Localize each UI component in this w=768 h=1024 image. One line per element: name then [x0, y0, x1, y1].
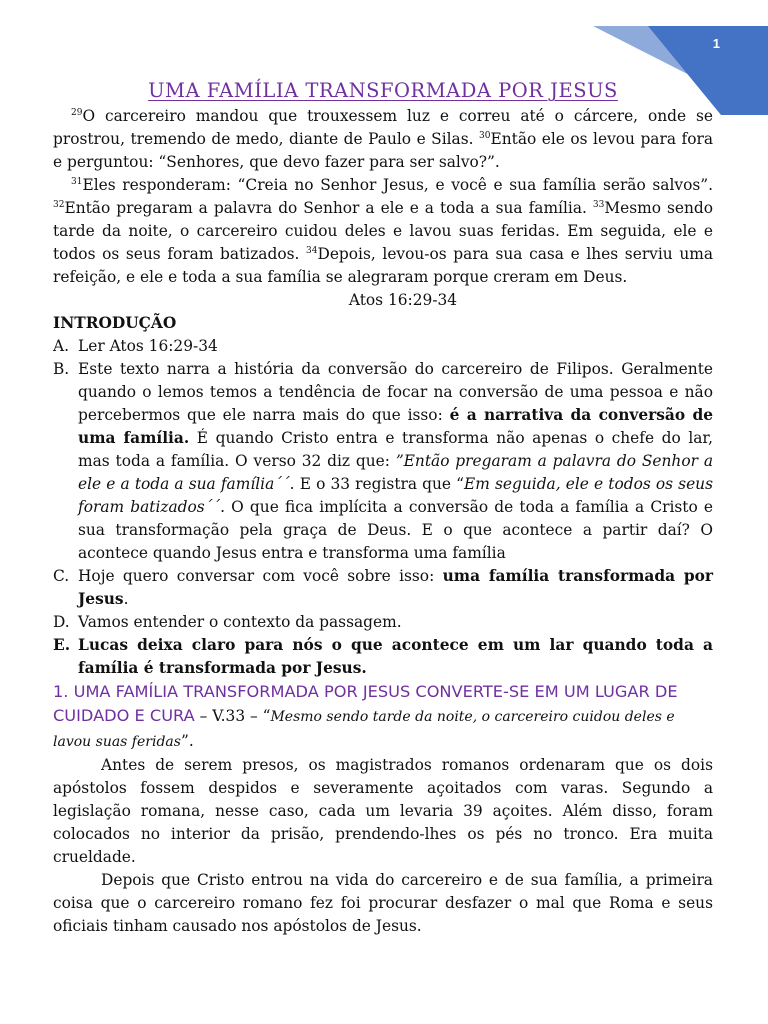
verse-number: 33 — [592, 199, 605, 210]
section-1-paragraph-1: Antes de serem presos, os magistrados romanos ordenaram que os dois apóstolos fossem despidos e severamente açoitados com varas. Segundo a legislação romana, nesse caso, cada um levaria 39 açoites. Além disso, foram colocados no interior da prisão, prendendo-lhes os pés no tronco. Era muita crueldade. — [53, 756, 713, 866]
section-1-title: 1. UMA FAMÍLIA TRANSFORMADA POR JESUS CONVERTE-SE EM UM LUGAR DE CUIDADO E CURA — [53, 682, 678, 725]
outline-text: Vamos entender o contexto da passagem. — [78, 613, 402, 631]
verse-text: Então pregaram a palavra do Senhor a ele e a toda a sua família. — [64, 199, 593, 217]
verse-prefix: – V.33 – “ — [194, 707, 271, 725]
scripture-reference: Atos 16:29-34 — [348, 291, 458, 309]
page-number: 1 — [712, 36, 720, 51]
verse-number: 34 — [306, 245, 318, 256]
outline-text: Hoje quero conversar com você sobre isso: — [78, 567, 443, 585]
outline-text: . O que fica implícita a conversão de toda a família a Cristo e sua transformação pela graça de Deus. E o que acontece a partir daí? O acontece quando Jesus entra e transforma uma família — [78, 498, 714, 562]
outline-item-b — [53, 358, 713, 565]
verse-number: 31 — [71, 176, 83, 187]
verse-quote: Mesmo sendo tarde da noite, o carcereiro cuidou deles e lavou suas feridas — [53, 709, 675, 750]
scripture-paragraph-1 — [53, 105, 713, 174]
verse-number: 32 — [53, 199, 65, 210]
outline-marker: A. — [53, 337, 70, 355]
verse-text: Eles responderam: “Creia no Senhor Jesus, e você e sua família serão salvos”. — [82, 176, 713, 194]
intro-outline — [53, 335, 713, 680]
outline-bold-text: é a narrativa da conversão de uma família. — [78, 406, 714, 447]
outline-item-d — [53, 611, 713, 634]
document-title: UMA FAMÍLIA TRANSFORMADA POR JESUS — [148, 79, 618, 102]
section-1-heading — [53, 680, 713, 754]
intro-heading: INTRODUÇÃO — [53, 314, 177, 332]
verse-suffix: ”. — [180, 732, 194, 750]
outline-text: Ler Atos 16:29-34 — [78, 337, 218, 355]
verse-text: Então ele os levou para fora e perguntou: “Senhores, que devo fazer para ser salvo?”. — [53, 130, 714, 171]
outline-text: Lucas deixa claro para nós o que acontece em um lar quando toda a família é transformada por Jesus. — [78, 636, 713, 677]
outline-text: . E o 33 registra que “ — [289, 475, 465, 493]
outline-item-e — [53, 634, 713, 680]
verse-text: Mesmo sendo tarde da noite, o carcereiro cuidou deles e lavou suas feridas. Em seguida, ele e todos os seus foram batizados. — [53, 199, 713, 263]
outline-marker: E. — [53, 636, 71, 654]
outline-bold-text: uma família transformada por Jesus — [78, 567, 713, 608]
verse-text: Depois, levou-os para sua casa e lhes serviu uma refeição, e ele e toda a sua família se alegraram porque creram em Deus. — [53, 245, 714, 286]
verse-text: O carcereiro mandou que trouxessem luz e correu até o cárcere, onde se prostrou, tremendo de medo, diante de Paulo e Silas. — [53, 107, 713, 148]
outline-marker: B. — [53, 360, 70, 378]
outline-item-a — [53, 335, 713, 358]
verse-number: 29 — [71, 107, 83, 118]
outline-item-c — [53, 565, 713, 611]
outline-text: . — [123, 590, 129, 608]
outline-text: Este texto narra a história da conversão do carcereiro de Filipos. Geralmente quando o lemos temos a tendência de focar na conversão de uma pessoa e não percebermos que ele narra mais do que isso: — [78, 360, 713, 424]
section-1-paragraph-2: Depois que Cristo entrou na vida do carcereiro e de sua família, a primeira coisa que o carcereiro romano fez foi procurar desfazer o mal que Roma e seus oficiais tinham causado nos apóstolos de Jesus. — [53, 871, 713, 935]
scripture-paragraph-2 — [53, 174, 713, 289]
outline-quote: Em seguida, ele e todos os seus foram batizados´´ — [78, 475, 713, 516]
outline-text: É quando Cristo entra e transforma não apenas o chefe do lar, mas toda a família. O verso 32 diz que: — [78, 429, 713, 470]
outline-quote: ”Então pregaram a palavra do Senhor a ele e a toda a sua família´´ — [78, 452, 713, 493]
outline-marker: C. — [53, 567, 70, 585]
outline-marker: D. — [53, 613, 70, 631]
verse-number: 30 — [479, 130, 491, 141]
document-body — [53, 78, 713, 938]
